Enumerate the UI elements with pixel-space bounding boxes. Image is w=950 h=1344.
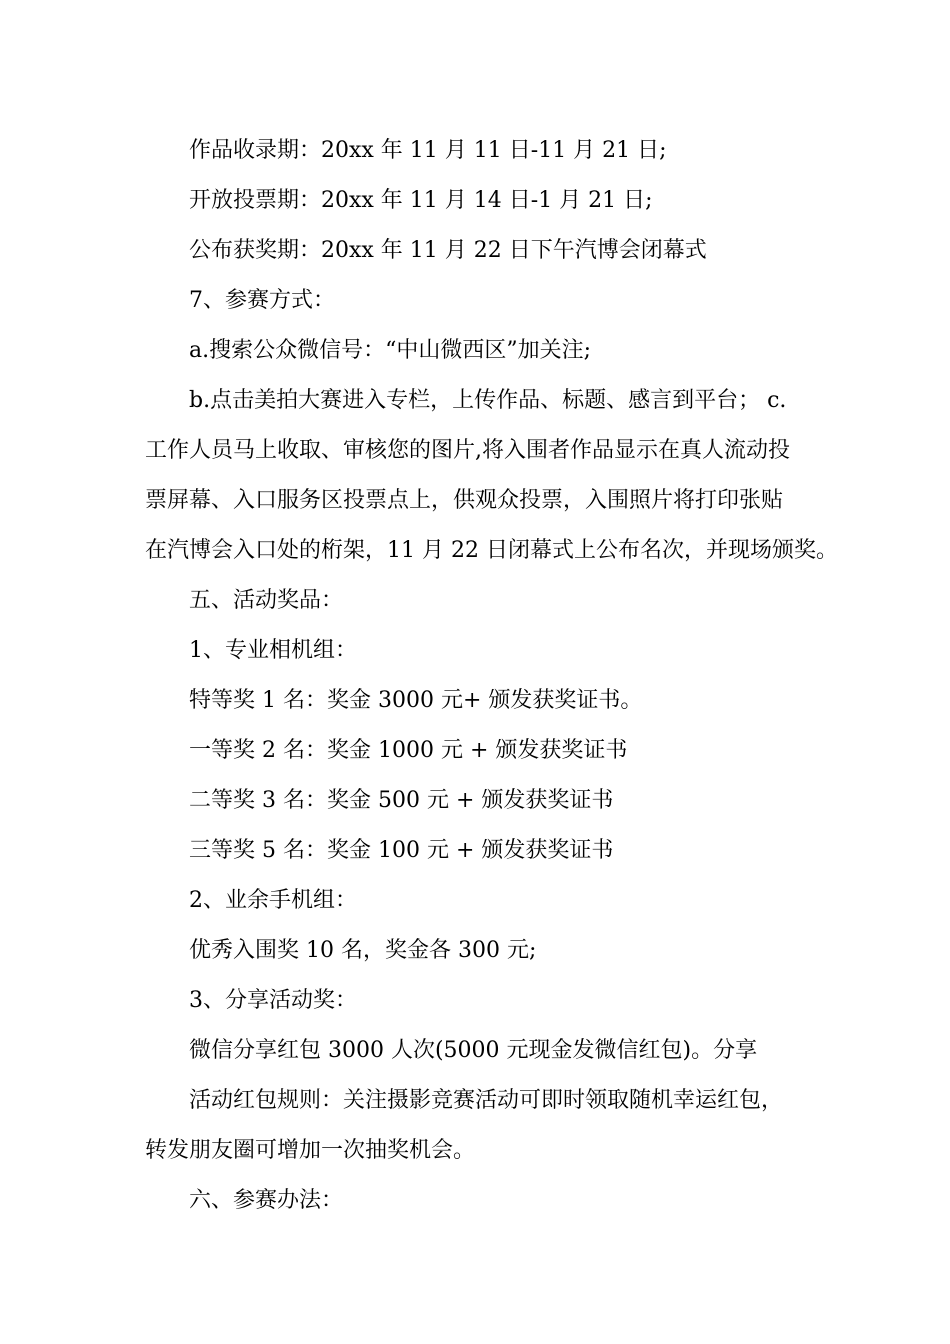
subheading-share-prize: 3、分享活动奖： xyxy=(189,988,357,1013)
text-line-special-prize: 特等奖 1 名：奖金 3000 元+ 颁发获奖证书。 xyxy=(189,688,643,713)
text-line-step-c-2: 票屏幕、入口服务区投票点上，供观众投票，入围照片将打印张贴 xyxy=(145,488,784,513)
text-line-finalist-prize: 优秀入围奖 10 名，奖金各 300 元; xyxy=(189,938,537,963)
text-line-step-b: b.点击美拍大赛进入专栏，上传作品、标题、感言到平台； c. xyxy=(189,388,787,413)
text-line-red-packet-rules: 活动红包规则：关注摄影竞赛活动可即时领取随机幸运红包， xyxy=(189,1088,784,1113)
text-line-third-prize: 三等奖 5 名：奖金 100 元 + 颁发获奖证书 xyxy=(189,838,614,863)
text-line-wechat-share: 微信分享红包 3000 人次(5000 元现金发微信红包)。分享 xyxy=(189,1038,758,1063)
text-line-collection-period: 作品收录期：20xx 年 11 月 11 日-11 月 21 日; xyxy=(189,138,667,163)
text-line-step-c-3: 在汽博会入口处的桁架，11 月 22 日闭幕式上公布名次，并现场颁奖。 xyxy=(145,538,838,563)
text-line-announcement-period: 公布获奖期：20xx 年 11 月 22 日下午汽博会闭幕式 xyxy=(189,238,707,263)
section-heading-prizes: 五、活动奖品： xyxy=(189,588,344,613)
text-line-step-c-1: 工作人员马上收取、审核您的图片,将入围者作品显示在真人流动投 xyxy=(145,438,790,463)
subheading-amateur-phone: 2、业余手机组： xyxy=(189,888,357,913)
section-heading-methods: 六、参赛办法： xyxy=(189,1188,344,1213)
text-line-step-a: a.搜索公众微信号：“中山微西区”加关注; xyxy=(189,338,592,363)
text-line-voting-period: 开放投票期：20xx 年 11 月 14 日-1 月 21 日; xyxy=(189,188,653,213)
text-line-first-prize: 一等奖 2 名：奖金 1000 元 + 颁发获奖证书 xyxy=(189,738,628,763)
text-line-forward-moments: 转发朋友圈可增加一次抽奖机会。 xyxy=(145,1138,476,1163)
subheading-pro-camera: 1、专业相机组： xyxy=(189,638,357,663)
section-heading-participation: 7、参赛方式： xyxy=(189,288,335,313)
text-line-second-prize: 二等奖 3 名：奖金 500 元 + 颁发获奖证书 xyxy=(189,788,614,813)
